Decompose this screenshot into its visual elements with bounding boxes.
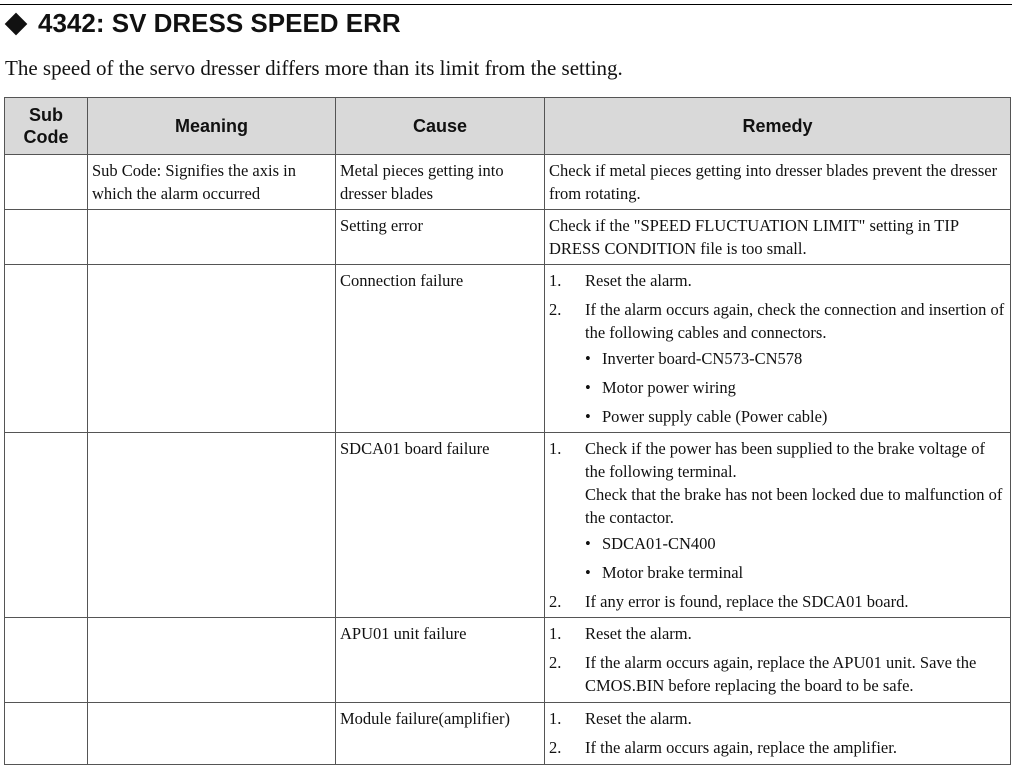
title-text: 4342: SV DRESS SPEED ERR — [38, 8, 401, 38]
cause-cell: SDCA01 board failure — [336, 433, 545, 618]
remedy-step: 2. If any error is found, replace the SDCA01 board. — [549, 592, 909, 611]
diamond-bullet-icon — [5, 12, 28, 35]
table-header-row — [5, 98, 1011, 155]
bullet-item: • Inverter board-CN573-CN578 — [585, 349, 803, 368]
remedy-step: 1. Check if the power has been supplied to the brake voltage of the following terminal. Check that the brake has not been locked due to malfunction of the contactor. • SDCA01-CN400 • Motor brake terminal — [549, 437, 1006, 584]
meaning-cell — [88, 618, 336, 703]
remedy-cell — [545, 265, 1011, 433]
remedy-step: 2. If the alarm occurs again, replace the amplifier. — [549, 738, 897, 757]
remedy-cell — [545, 433, 1011, 618]
bullet-item: • SDCA01-CN400 — [585, 534, 716, 553]
subcode-cell — [5, 433, 88, 618]
remedy-step: 2. If the alarm occurs again, check the connection and insertion of the following cables and connectors. • Inverter board-CN573-CN578 • Motor power wiring • Power supply cable (Power cable) — [549, 300, 1005, 426]
cause-cell: Module failure(amplifier) — [336, 703, 545, 765]
page-title — [4, 8, 401, 39]
cause-cell: APU01 unit failure — [336, 618, 545, 703]
bullet-item: • Motor brake terminal — [585, 563, 744, 582]
col-header-remedy: Remedy — [545, 98, 1011, 155]
subcode-cell — [5, 703, 88, 765]
remedy-cell — [545, 618, 1011, 703]
cause-cell: Connection failure — [336, 265, 545, 433]
table-row — [5, 433, 1011, 618]
remedy-cell: Check if metal pieces getting into dresser blades prevent the dresser from rotating. — [545, 155, 1011, 210]
alarm-table — [4, 97, 1011, 765]
meaning-cell — [88, 265, 336, 433]
meaning-cell — [88, 433, 336, 618]
subcode-cell — [5, 155, 88, 210]
subcode-cell — [5, 210, 88, 265]
table-row — [5, 703, 1011, 765]
meaning-cell — [88, 703, 336, 765]
bullet-item: • Motor power wiring — [585, 378, 736, 397]
table-row — [5, 265, 1011, 433]
remedy-step: 1. Reset the alarm. — [549, 271, 692, 290]
bullet-list — [585, 532, 1006, 584]
intro-text: The speed of the servo dresser differs more than its limit from the setting. — [5, 56, 623, 80]
meaning-cell — [88, 210, 336, 265]
meaning-cell: Sub Code: Signifies the axis in which the alarm occurred — [88, 155, 336, 210]
top-rule — [0, 4, 1012, 5]
remedy-step: 1. Reset the alarm. — [549, 709, 692, 728]
cause-cell: Metal pieces getting into dresser blades — [336, 155, 545, 210]
table-row — [5, 210, 1011, 265]
subcode-cell — [5, 265, 88, 433]
table-row — [5, 155, 1011, 210]
remedy-step: 1. Reset the alarm. — [549, 624, 692, 643]
col-header-subcode: Sub Code — [5, 98, 88, 155]
bullet-list — [585, 347, 1006, 428]
remedy-step: 2. If the alarm occurs again, replace the APU01 unit. Save the CMOS.BIN before replacing the board to be safe. — [549, 653, 977, 695]
remedy-cell — [545, 703, 1011, 765]
subcode-cell — [5, 618, 88, 703]
col-header-cause: Cause — [336, 98, 545, 155]
remedy-cell: Check if the "SPEED FLUCTUATION LIMIT" setting in TIP DRESS CONDITION file is too small. — [545, 210, 1011, 265]
cause-cell: Setting error — [336, 210, 545, 265]
table-row — [5, 618, 1011, 703]
bullet-item: • Power supply cable (Power cable) — [585, 407, 828, 426]
col-header-meaning: Meaning — [88, 98, 336, 155]
